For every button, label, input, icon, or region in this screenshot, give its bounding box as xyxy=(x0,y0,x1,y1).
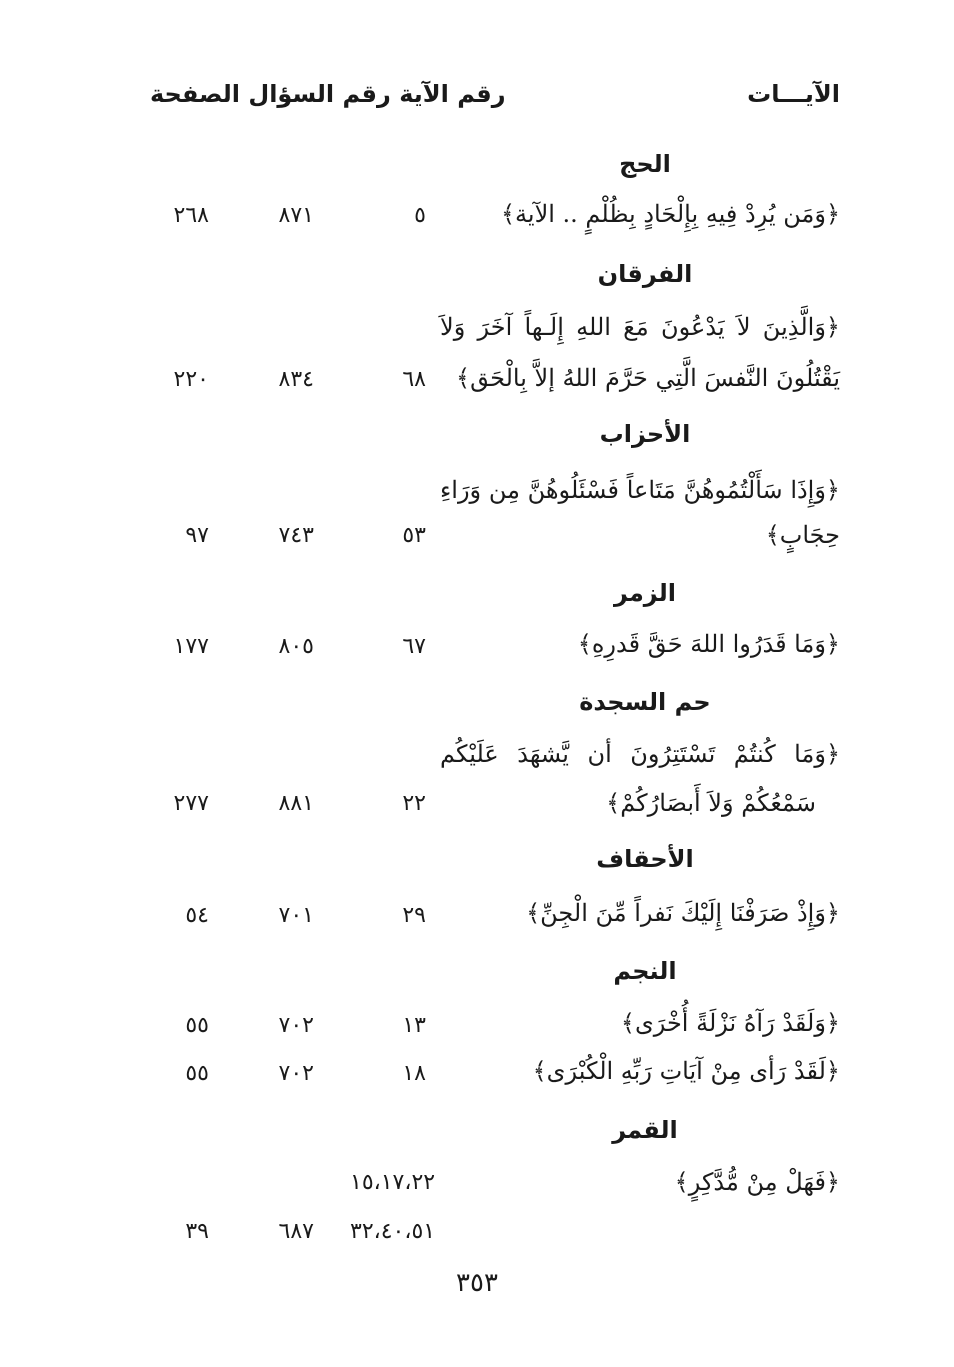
verse-line: ﴿وَمَا كُنتُمْ تَسْتَتِرُونَ أن يَّشهَدَ عَلَيْكُم xyxy=(440,740,840,768)
question-number: ٧٠١ xyxy=(278,903,314,928)
verse-number: ١٨ xyxy=(402,1061,426,1086)
verse-line: ﴿فَهَلْ مِنْ مُّدَّكِرٍ﴾ xyxy=(674,1168,840,1196)
question-number: ٨٧١ xyxy=(278,203,314,228)
page-reference: ٥٥ xyxy=(185,1061,209,1086)
verse-number: ١٣ xyxy=(402,1013,426,1038)
verse-line: يَقْتُلُونَ النَّفسَ الَّتِي حَرَّمَ اللهُ إلاَّ بِالْحَق﴾ xyxy=(456,364,840,392)
surah-heading: القمر xyxy=(612,1116,678,1144)
page-reference: ١٧٧ xyxy=(173,634,209,659)
verse-line: ﴿وَمَا قَدَرُوا اللهَ حَقَّ قَدرِهِ﴾ xyxy=(577,630,840,658)
surah-heading: النجم xyxy=(613,957,677,985)
column-headers-numbers: رقم الآية رقم السؤال الصفحة xyxy=(150,80,506,108)
page-reference: ٣٩ xyxy=(185,1219,209,1244)
question-number: ٨٨١ xyxy=(278,791,314,816)
verse-number: ٦٨ xyxy=(402,367,426,392)
question-number: ٨٠٥ xyxy=(278,634,314,659)
verse-line: ﴿وَإِذَا سَأَلْتُمُوهُنَّ مَتَاعاً فَسْئَلُوهُنَّ مِن وَرَاءِ xyxy=(440,476,840,504)
verse-number: ٢٩ xyxy=(402,903,426,928)
verse-number: ٦٧ xyxy=(402,634,426,659)
verse-number: ٥ xyxy=(414,203,426,228)
verse-line: سَمْعُكُمْ وَلاَ أَبصَارُكُمْ﴾ xyxy=(606,789,816,817)
verse-number: ٢٢ xyxy=(402,791,426,816)
surah-heading: الفرقان xyxy=(597,260,693,288)
surah-heading: الأحزاب xyxy=(599,420,691,448)
question-number: ٧٤٣ xyxy=(278,523,314,548)
question-number: ٦٨٧ xyxy=(278,1219,314,1244)
question-number: ٨٣٤ xyxy=(278,367,314,392)
surah-heading: الحج xyxy=(619,150,671,178)
verse-line: ﴿وَالَّذِينَ لاَ يَدْعُونَ مَعَ اللهِ إِلَـهاً آخَرَ وَلاَ xyxy=(440,313,840,341)
verse-numbers-continued: ٣٢،٤٠،٥١ xyxy=(350,1219,436,1244)
verse-line: ﴿لَقَدْ رَأى مِنْ آيَاتِ رَبِّهِ الْكُبْرَى﴾ xyxy=(532,1057,840,1085)
verse-line: ﴿وَلَقَدْ رَآهُ نَزْلَةً أُخْرَى﴾ xyxy=(620,1009,840,1037)
verse-numbers: ١٥،١٧،٢٢ xyxy=(350,1170,436,1195)
verse-line: حِجَابٍ﴾ xyxy=(765,521,840,549)
surah-heading: الزمر xyxy=(614,579,676,607)
verse-line: ﴿وَإِذْ صَرَفْنَا إِلَيْكَ نَفراً مِّنَ الْجِنِّ﴾ xyxy=(526,899,840,927)
surah-heading: حم السجدة xyxy=(579,688,711,716)
column-header-verses: الآيـــات xyxy=(747,80,840,108)
page-reference: ٢٦٨ xyxy=(173,203,209,228)
page-reference: ٥٤ xyxy=(185,903,209,928)
page-reference: ٥٥ xyxy=(185,1013,209,1038)
page-number: ٣٥٣ xyxy=(456,1268,498,1298)
page-reference: ٩٧ xyxy=(185,523,209,548)
verse-number: ٥٣ xyxy=(402,523,426,548)
question-number: ٧٠٢ xyxy=(278,1061,314,1086)
surah-heading: الأحقاف xyxy=(596,845,694,873)
page-reference: ٢٧٧ xyxy=(173,791,209,816)
question-number: ٧٠٢ xyxy=(278,1013,314,1038)
page-reference: ٢٢٠ xyxy=(173,367,209,392)
verse-line: ﴿وَمَن يُرِدْ فِيهِ بِإِلْحَادٍ بِظُلْمٍ .. الآية﴾ xyxy=(500,200,840,228)
